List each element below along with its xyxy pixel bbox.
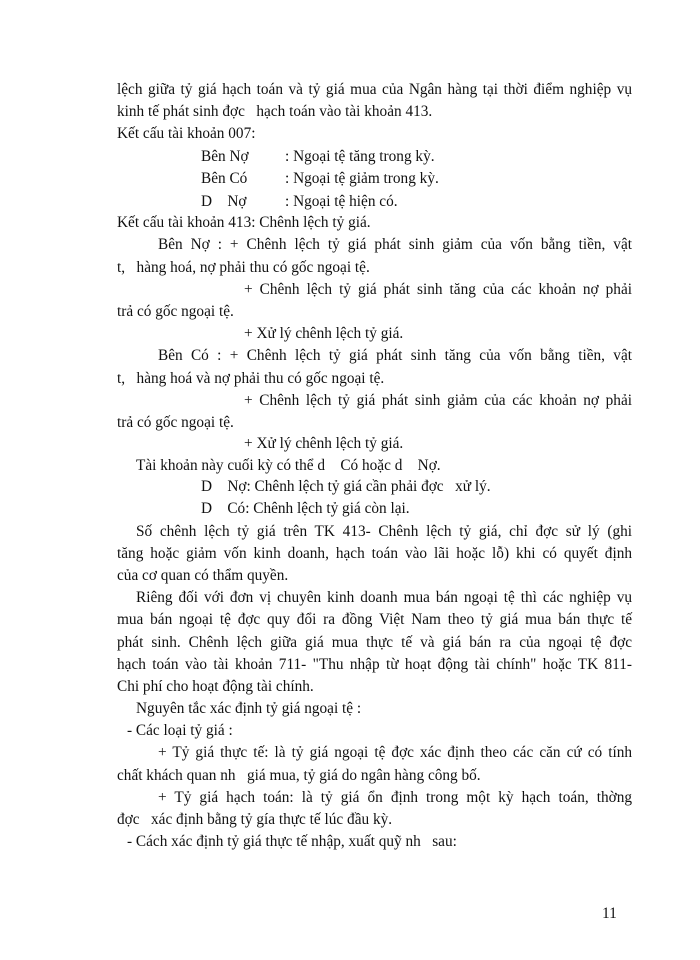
text-line: + Xử lý chênh lệch tỷ giá. — [244, 435, 404, 452]
text-line: Tài khoản này cuối kỳ có thể d Có hoặc d Nợ. — [136, 457, 441, 474]
text-line: của cơ quan có thẩm quyền. — [117, 567, 289, 584]
text-line: - Cách xác định tỷ giá thực tế nhập, xuất quỹ nh sau: — [127, 833, 457, 850]
text-line: Bên Có — [201, 170, 248, 187]
text-line: Bên Nợ : + Chênh lệch tỷ giá phát sinh giảm của vốn bằng tiền, vật — [158, 236, 632, 253]
text-line: : Ngoại tệ hiện có. — [285, 193, 398, 210]
text-line: Bên Có : + Chênh lệch tỷ giá phát sinh tăng của vốn bằng tiền, vật — [158, 347, 632, 364]
text-line: mua bán ngoại tệ đợc quy đổi ra đồng Việt Nam theo tỷ giá mua bán thực tế — [117, 611, 632, 628]
text-line: đợc xác định bằng tỷ gía thực tế lúc đầu kỳ. — [117, 811, 393, 828]
text-line: Chi phí cho hoạt động tài chính. — [117, 678, 314, 695]
text-line: hạch toán vào tài khoản 711- "Thu nhập từ hoạt động tài chính" hoặc TK 811- — [117, 656, 632, 673]
text-line: tăng hoặc giảm vốn kinh doanh, hạch toán vào lãi hoặc lỗ) khi có quyết định — [117, 545, 632, 562]
text-line: Nguyên tắc xác định tỷ giá ngoại tệ : — [136, 700, 362, 717]
text-line: : Ngoại tệ giảm trong kỳ. — [285, 170, 439, 187]
text-line: t, hàng hoá, nợ phải thu có gốc ngoại tệ. — [117, 259, 370, 276]
text-line: Kết cấu tài khoản 007: — [117, 125, 256, 142]
text-line: D Nợ: Chênh lệch tỷ giá cần phải đợc xử lý. — [201, 478, 491, 495]
text-line: kinh tế phát sinh đợc hạch toán vào tài khoản 413. — [117, 103, 433, 120]
text-line: + Chênh lệch tỷ giá phát sinh giảm của các khoản nợ phải — [244, 392, 632, 409]
page-number: 11 — [602, 905, 617, 922]
text-line: Số chênh lệch tỷ giá trên TK 413- Chênh lệch tỷ giá, chỉ đợc sử lý (ghi — [136, 523, 632, 540]
text-line: Bên Nợ — [201, 148, 249, 165]
text-line: D Nợ — [201, 193, 247, 210]
text-line: lệch giữa tỷ giá hạch toán và tỷ giá mua của Ngân hàng tại thời điểm nghiệp vụ — [117, 81, 632, 98]
text-line: chất khách quan nh giá mua, tỷ giá do ngân hàng công bố. — [117, 767, 481, 784]
text-line: trả có gốc ngoại tệ. — [117, 414, 234, 431]
text-line: : Ngoại tệ tăng trong kỳ. — [285, 148, 435, 165]
text-line: + Chênh lệch tỷ giá phát sinh tăng của các khoản nợ phải — [244, 281, 632, 298]
text-line: D Có: Chênh lệch tỷ giá còn lại. — [201, 500, 410, 517]
text-line: phát sinh. Chênh lệch giữa giá mua thực tế và giá bán ra của ngoại tệ đợc — [117, 634, 632, 651]
text-line: + Tỷ giá hạch toán: là tỷ giá ổn định trong một kỳ hạch toán, thờng — [158, 789, 632, 806]
text-line: Riêng đối với đơn vị chuyên kinh doanh mua bán ngoại tệ thì các nghiệp vụ — [136, 589, 632, 606]
text-line: t, hàng hoá và nợ phải thu có gốc ngoại tệ. — [117, 370, 385, 387]
text-line: - Các loại tỷ giá : — [127, 722, 233, 739]
text-line: Kết cấu tài khoản 413: Chênh lệch tỷ giá. — [117, 214, 371, 231]
text-line: + Xử lý chênh lệch tỷ giá. — [244, 325, 404, 342]
text-line: trả có gốc ngoại tệ. — [117, 303, 234, 320]
text-line: + Tỷ giá thực tế: là tỷ giá ngoại tệ đợc xác định theo các căn cứ có tính — [158, 744, 632, 761]
